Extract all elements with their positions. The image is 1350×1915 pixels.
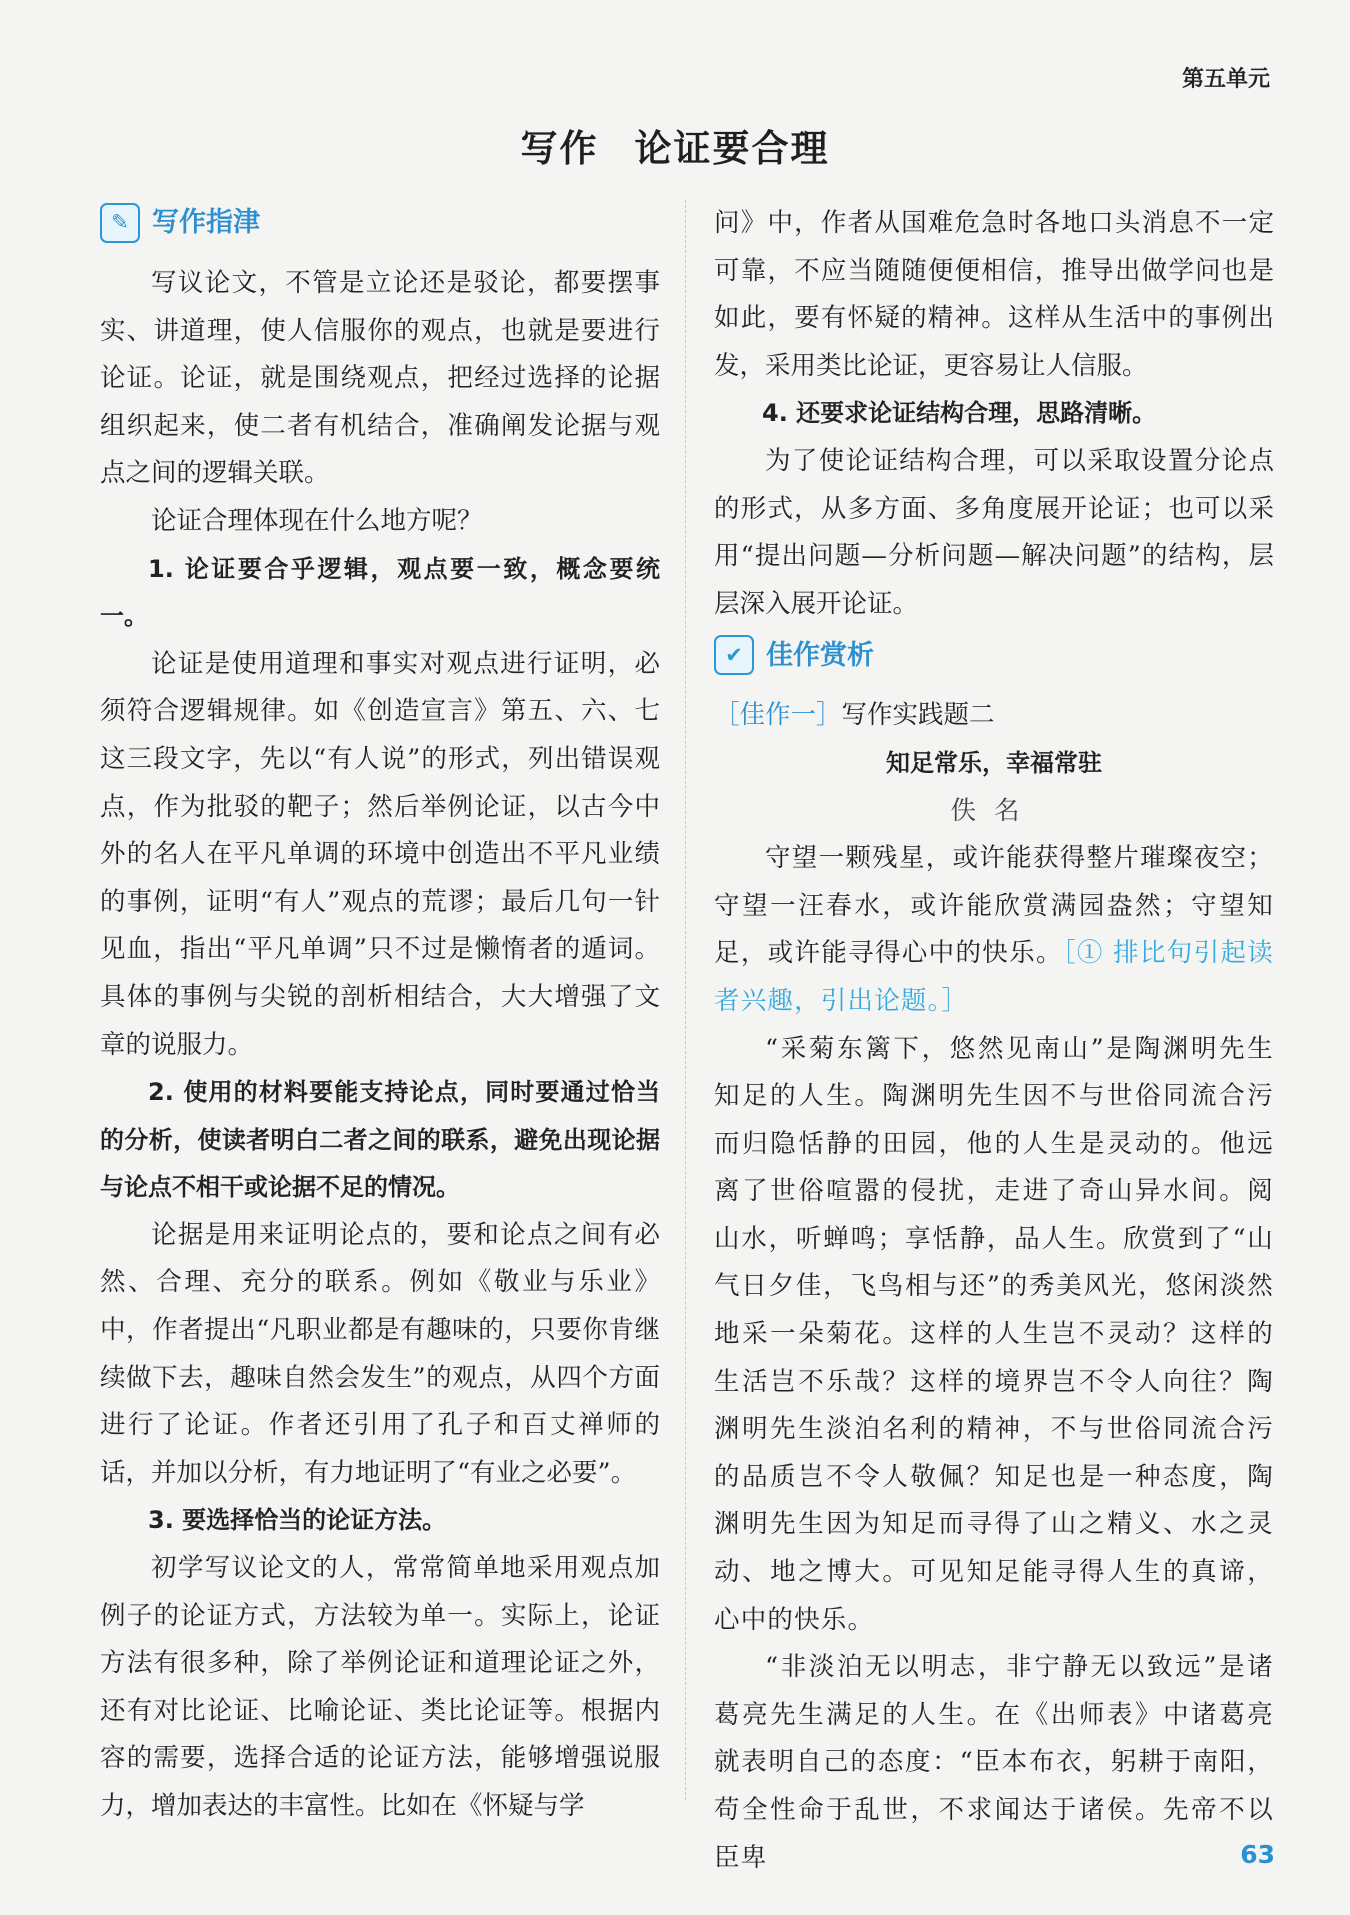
essay-paragraph-3: “非淡泊无以明志，非宁静无以致远”是诸葛亮先生满足的人生。在《出师表》中诸葛亮就表明自己的态度：“臣本布衣，躬耕于南阳，苟全性命于乱世，不求闻达于诸侯。先帝不以臣卑: [714, 1652, 1274, 1873]
page-title-part1: 写作: [520, 126, 599, 170]
essay-author: 佚名: [950, 795, 1038, 826]
pencil-edit-icon: ✎: [100, 203, 140, 243]
page-title: [0, 118, 1350, 172]
point3-heading: 3. 要选择恰当的论证方法。: [148, 1506, 447, 1535]
unit-label: 第五单元: [1181, 67, 1270, 92]
right-column: [714, 200, 1274, 1882]
guide-section-header: [100, 200, 660, 246]
essay-p1-text: 守望一颗残星，或许能获得整片璀璨夜空；守望一汪春水，或许能欣赏满园盎然；守望知足，或许能寻得心中的快乐。: [714, 843, 1274, 969]
point3-continuation: 问》中，作者从国难危急时各地口头消息不一定可靠，不应当随随便便相信，推导出做学问也是如此，要有怀疑的精神。这样从生活中的事例出发，采用类比论证，更容易让人信服。: [714, 208, 1274, 381]
essay-title: 知足常乐，幸福常驻: [886, 748, 1102, 777]
point4-heading: 4. 还要求论证结构合理，思路清晰。: [762, 399, 1157, 428]
point2-heading: 2. 使用的材料要能支持论点，同时要通过恰当的分析，使读者明白二者之间的联系，避免出现论据与论点不相干或论据不足的情况。: [100, 1078, 660, 1202]
point3-text: 初学写议论文的人，常常简单地采用观点加例子的论证方式，方法较为单一。实际上，论证方法有很多种，除了举例论证和道理论证之外，还有对比论证、比喻论证、类比论证等。根据内容的需要，选择合适的论证方法，能够增强说服力，增加表达的丰富性。比如在《怀疑与学: [100, 1553, 660, 1821]
essay-annotation: ［① 排比句引起读者兴趣，引出论题。］: [714, 938, 1274, 1016]
essay-paragraph-1: [714, 835, 1274, 1025]
left-column: [100, 200, 660, 1831]
essay-paragraph-2: “采菊东篱下，悠然见南山”是陶渊明先生知足的人生。陶渊明先生因不与世俗同流合污而归隐恬静的田园，他的人生是灵动的。他远离了世俗喧嚣的侵扰，走进了奇山异水间。阅山水，听蝉鸣；享恬静，品人生。欣赏到了“山气日夕佳，飞鸟相与还”的秀美风光，悠闲淡然地采一朵菊花。这样的人生岂不灵动？这样的生活岂不乐哉？这样的境界岂不令人向往？陶渊明先生淡泊名利的精神，不与世俗同流合污的品质岂不令人敬佩？知足也是一种态度，陶渊明先生因为知足而寻得了山之精义、水之灵动、地之博大。可见知足能寻得人生的真谛，心中的快乐。: [714, 1033, 1274, 1635]
essay-tag: ［佳作一］: [714, 700, 842, 731]
page-number: 63: [1240, 1840, 1275, 1869]
guide-intro: 写议论文，不管是立论还是驳论，都要摆事实、讲道理，使人信服你的观点，也就是要进行论证。论证，就是围绕观点，把经过选择的论据组织起来，使二者有机结合，准确阐发论据与观点之间的逻辑关联。: [100, 268, 660, 489]
appreciation-section-header: [714, 632, 1274, 678]
check-edit-icon: ✔: [714, 635, 754, 675]
appreciation-heading: 佳作赏析: [766, 639, 874, 671]
page-title-part2: 论证要合理: [634, 126, 830, 170]
guide-question: 论证合理体现在什么地方呢？: [151, 505, 483, 536]
point2-text: 论据是用来证明论点的，要和论点之间有必然、合理、充分的联系。例如《敬业与乐业》中，作者提出“凡职业都是有趣味的，只要你肯继续做下去，趣味自然会发生”的观点，从四个方面进行了论证。作者还引用了孔子和百丈禅师的话，并加以分析，有力地证明了“有业之必要”。: [100, 1219, 660, 1488]
guide-heading: 写作指津: [152, 207, 260, 239]
column-divider: [685, 200, 686, 1800]
point1-heading: 1. 论证要合乎逻辑，观点要一致，概念要统一。: [100, 554, 660, 631]
point1-text: 论证是使用道理和事实对观点进行证明，必须符合逻辑规律。如《创造宣言》第五、六、七这三段文字，先以“有人说”的形式，列出错误观点，作为批驳的靶子；然后举例论证，以古今中外的名人在平凡单调的环境中创造出不平凡业绩的事例，证明“有人”观点的荒谬；最后几句一针见血，指出“平凡单调”只不过是懒惰者的遁词。具体的事例与尖锐的剖析相结合，大大增强了文章的说服力。: [100, 648, 660, 1060]
essay-prompt: 写作实践题二: [841, 700, 995, 731]
point4-text: 为了使论证结构合理，可以采取设置分论点的形式，从多方面、多角度展开论证；也可以采用“提出问题—分析问题—解决问题”的结构，层层深入展开论证。: [714, 445, 1274, 619]
essay-label: [714, 692, 1274, 740]
